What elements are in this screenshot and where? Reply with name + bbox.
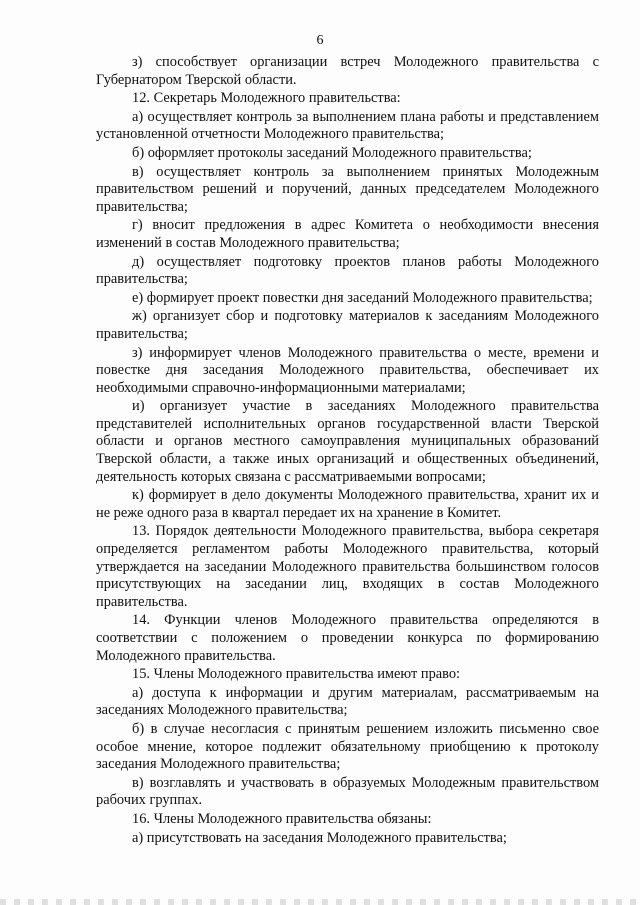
paragraph-12v: в) осуществляет контроль за выполнением принятых Молодежным правительством решений и поручений, данных председателем Молодежного правительства; xyxy=(96,163,599,215)
paragraph-15a: а) доступа к информации и другим материалам, рассматриваемым на заседаниях Молодежного правительства; xyxy=(96,684,599,719)
section-13: 13. Порядок деятельности Молодежного правительства, выбора секретаря определяется регламентом работы Молодежного правительства, который утверждается на заседании Молодежного правительства большинством голосов присутствующих на заседании лиц, входящих в состав Молодежного правительства. xyxy=(96,523,599,610)
document-body xyxy=(96,54,599,847)
paragraph-12k: к) формирует в дело документы Молодежного правительства, хранит их и не реже одного раза в квартал передает их на хранение в Комитет. xyxy=(96,487,599,521)
paragraph-12zh: ж) организует сбор и подготовку материалов к заседаниям Молодежного правительства; xyxy=(96,308,599,342)
section-14: 14. Функции членов Молодежного правительства определяются в соответствии с положением о проведении конкурса по формированию Молодежного правительства. xyxy=(96,612,599,664)
paragraph-15v: в) возглавлять и участвовать в образуемых Молодежным правительством рабочих группах. xyxy=(96,774,599,809)
paragraph-16a: а) присутствовать на заседания Молодежного правительства; xyxy=(132,829,507,846)
scan-edge-artifact xyxy=(0,899,640,905)
paragraph-12i: и) организует участие в заседаниях Молодежного правительства представителей исполнительных органов государственной власти Тверской области и органов местного самоуправления муниципальных образований Тверской области, а также иных организаций и общественных объединений, деятельность которых связана с рассматриваемыми вопросами; xyxy=(96,398,599,485)
paragraph-12z: з) информирует членов Молодежного правительства о месте, времени и повестке дня заседания Молодежного правительства, обеспечивает их необходимыми справочно-информационными материалами; xyxy=(96,344,599,396)
section-12-heading: 12. Секретарь Молодежного правительства: xyxy=(132,90,401,107)
paragraph-z-meetings: з) способствует организации встреч Молодежного правительства с Губернатором Тверской области. xyxy=(96,54,599,88)
paragraph-12a: а) осуществляет контроль за выполнением плана работы и представлением установленной отчетности Молодежного правительства; xyxy=(96,108,599,143)
paragraph-12d: д) осуществляет подготовку проектов планов работы Молодежного правительства; xyxy=(96,253,599,288)
section-15-heading: 15. Члены Молодежного правительства имеют право: xyxy=(132,666,461,683)
paragraph-15b: б) в случае несогласия с принятым решением изложить письменно свое особое мнение, которое подлежит обязательному приобщению к протоколу заседания Молодежного правительства; xyxy=(96,720,599,773)
page-number: 6 xyxy=(316,33,324,48)
paragraph-12g: г) вносит предложения в адрес Комитета о необходимости внесения изменений в состав Молодежного правительства; xyxy=(96,217,599,251)
paragraph-12b: б) оформляет протоколы заседаний Молодежного правительства; xyxy=(132,144,532,161)
paragraph-12e: е) формирует проект повестки дня заседаний Молодежного правительства; xyxy=(132,289,593,306)
section-16-heading: 16. Члены Молодежного правительства обязаны: xyxy=(132,810,432,827)
